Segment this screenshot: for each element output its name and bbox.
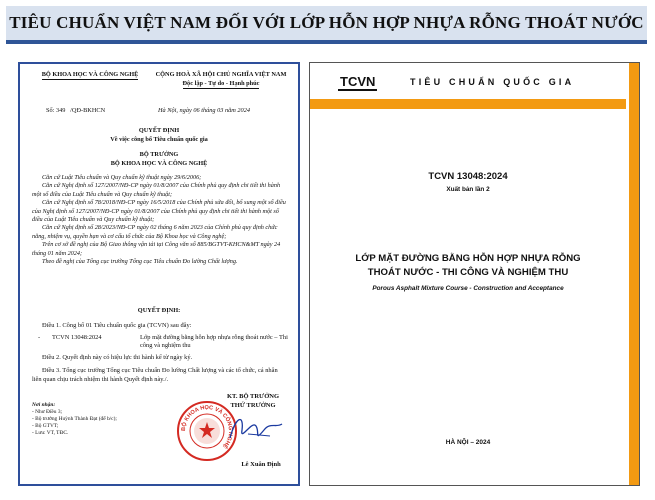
basis-item: Trên cơ sở đề nghị của Bộ Giao thông vận tải tại Công văn số 885/BGTVT-KHCN&MT ngày 24 tháng 01 năm 2024; — [32, 241, 281, 257]
recipient-item: - Như Điều 3; — [32, 409, 63, 415]
decision-subtitle: Về việc công bố Tiêu chuẩn quốc gia — [110, 136, 208, 143]
signer-name: Lê Xuân Định — [241, 461, 281, 468]
decides-heading: QUYẾT ĐỊNH: — [137, 307, 181, 314]
basis-item: Căn cứ Nghị định số 127/2007/NĐ-CP ngày 01/8/2007 của Chính phủ quy định chi tiết thi hành một số điều của Luật Tiêu chuẩn và Quy chuẩn kỹ thuật; — [32, 182, 281, 198]
place-year: HÀ NỘI – 2024 — [445, 439, 491, 446]
standard-code: TCVN 13048:2024 — [428, 171, 508, 182]
republic-name: CỘNG HOÀ XÃ HỘI CHỦ NGHĨA VIỆT NAM — [155, 71, 287, 78]
cover-title-line2: THOÁT NƯỚC - THI CÔNG VÀ NGHIỆM THU — [367, 267, 569, 278]
signature-mark — [226, 408, 286, 448]
recipient-item: - Bộ trưởng Huỳnh Thành Đạt (để b/c); — [32, 416, 117, 422]
basis-item: Căn cứ Nghị định số 28/2023/NĐ-CP ngày 02 tháng 6 năm 2023 của Chính phủ quy định chức năng, nhiệm vụ, quyền hạn và cơ cấu tổ chức của Bộ Khoa học và Công nghệ; — [32, 224, 278, 240]
cover-header-band — [310, 99, 626, 109]
tcvn-logo: TCVN — [340, 74, 376, 89]
decision-title: QUYẾT ĐỊNH — [138, 127, 180, 134]
decision-document: BỘ KHOA HỌC VÀ CÔNG NGHỆ CỘNG HOÀ XÃ HỘI CHỦ NGHĨA VIỆT NAM Độc lập - Tự do - Hạnh phúc Số: 349 /QĐ-BKHCN Hà Nội, ngày 06 tháng 03 năm 2024 QUYẾT ĐỊNH Về việc công bố Tiêu chuẩn quốc gia BỘ TRƯỞNG BỘ KHOA HỌC VÀ CÔNG NGHỆ Căn cứ Luật Tiêu chuẩn và Quy chuẩn kỹ thuật ngày 29/6/2006; Căn cứ Nghị định số 127/2007/NĐ-CP ngày 01/8/2007 của Chính phủ quy định chi tiết thi hành một số điều của Luật Tiêu chuẩn và Quy chuẩn kỹ thuật; Căn cứ Nghị định số 78/2018/NĐ-CP ngày 16/5/2018 của Chính phủ sửa đổi, bổ sung một số điều của Nghị định số 127/2007/NĐ-CP ngày 01/8/2007 của Chính phủ quy định chi tiết thi hành một số điều của Luật Tiêu chuẩn và Quy chuẩn kỹ thuật; Căn cứ Nghị định số 28/2023/NĐ-CP ngày 02 tháng 6 năm 2023 của Chính phủ quy định chức năng, nhiệm vụ, quyền hạn và cơ cấu tổ chức của Bộ Khoa học và Công nghệ; Trên cơ sở đề nghị của Bộ Giao thông vận tải tại Công văn số 885/BGTVT-KHCN&MT ngày 24 tháng 01 năm 2024; Theo đề nghị của Tổng cục trưởng Tổng cục Tiêu chuẩn Đo lường Chất lượng. QUYẾT ĐỊNH: Điều 1. Công bố 01 Tiêu chuẩn quốc gia (TCVN) sau đây: - TCVN 13048:2024 Lớp mặt đường bằng hỗn hợp nhựa rỗng thoát nước – Thi công và nghiệm thu Điều 2. Quyết định này có hiệu lực thi hành kể từ ngày ký. Điều 3. Tổng cục trưởng Tổng cục Tiêu chuẩn Đo lường Chất lượng và các tổ chức, cá nhân liên quan chịu trách nhiệm thi hành Quyết định này./. Nơi nhận: - Như Điều 3; - Bộ trưởng Huỳnh Thành Đạt (để b/c); - Bộ GTVT; - Lưu: VT, TĐC. KT. BỘ TRƯỞNG THỨ TRƯỞNG BỘ KHOA HỌC VÀ CÔNG NGHỆ Lê Xuân Định — [18, 62, 300, 486]
page-banner — [6, 6, 647, 44]
national-motto: Độc lập - Tự do - Hạnh phúc — [182, 80, 260, 87]
recipient-item: - Lưu: VT, TĐC. — [32, 430, 69, 436]
standard-name: Lớp mặt đường bằng hỗn hợp nhựa rỗng thoát nước – Thi công và nghiệm thu — [140, 334, 288, 350]
sign-for: KT. BỘ TRƯỞNG — [226, 393, 280, 400]
cover-title-line1: LỚP MẶT ĐƯỜNG BẰNG HỖN HỢP NHỰA RỖNG — [355, 253, 581, 264]
minister-title: BỘ TRƯỞNG — [139, 151, 179, 158]
recipients — [32, 402, 117, 437]
page-title: TIÊU CHUẨN VIỆT NAM ĐỐI VỚI LỚP HỖN HỢP NHỰA RỖNG THOÁT NƯỚC — [9, 13, 644, 32]
recipients-label: Nơi nhận: — [32, 402, 56, 408]
article-1: Điều 1. Công bố 01 Tiêu chuẩn quốc gia (TCVN) sau đây: — [42, 322, 192, 329]
article-3: Điều 3. Tổng cục trưởng Tổng cục Tiêu chuẩn Đo lường Chất lượng và các tổ chức, cá nhân liên quan chịu trách nhiệm thi hành Quyết định này./. — [32, 367, 278, 383]
english-title: Porous Asphalt Mixture Course - Construction and Acceptance — [372, 285, 564, 292]
basis-item: Theo đề nghị của Tổng cục trưởng Tổng cục Tiêu chuẩn Đo lường Chất lượng. — [42, 258, 238, 266]
cover-side-stripe — [629, 63, 639, 485]
standard-code: TCVN 13048:2024 — [52, 334, 102, 341]
cover-header-text: TIÊU CHUẨN QUỐC GIA — [410, 77, 575, 87]
ministry-name: BỘ KHOA HỌC VÀ CÔNG NGHỆ — [41, 71, 139, 78]
article-2: Điều 2. Quyết định này có hiệu lực thi hành kể từ ngày ký. — [42, 354, 193, 361]
minister-org: BỘ KHOA HỌC VÀ CÔNG NGHỆ — [110, 160, 208, 167]
seal-text: BỘ KHOA HỌC VÀ CÔNG NGHỆ — [180, 404, 234, 450]
document-header — [28, 70, 290, 112]
basis-item: Căn cứ Nghị định số 78/2018/NĐ-CP ngày 16/5/2018 của Chính phủ sửa đổi, bổ sung một số điều của Nghị định số 127/2007/NĐ-CP ngày 01/8/2007 của Chính phủ quy định chi tiết thi hành một số điều của Luật Tiêu chuẩn và Quy chuẩn kỹ thuật; — [32, 199, 286, 224]
place-date: Hà Nội, ngày 06 tháng 03 năm 2024 — [158, 107, 251, 114]
sign-role: THỨ TRƯỞNG — [230, 402, 276, 409]
standard-cover — [309, 62, 640, 486]
decision-number: Số: 349 /QĐ-BKHCN — [46, 107, 106, 114]
basis-item: Căn cứ Luật Tiêu chuẩn và Quy chuẩn kỹ thuật ngày 29/6/2006; — [42, 174, 202, 181]
edition: Xuất bản lần 2 — [446, 186, 490, 193]
recipient-item: - Bộ GTVT; — [32, 423, 59, 429]
legal-bases — [32, 174, 286, 266]
